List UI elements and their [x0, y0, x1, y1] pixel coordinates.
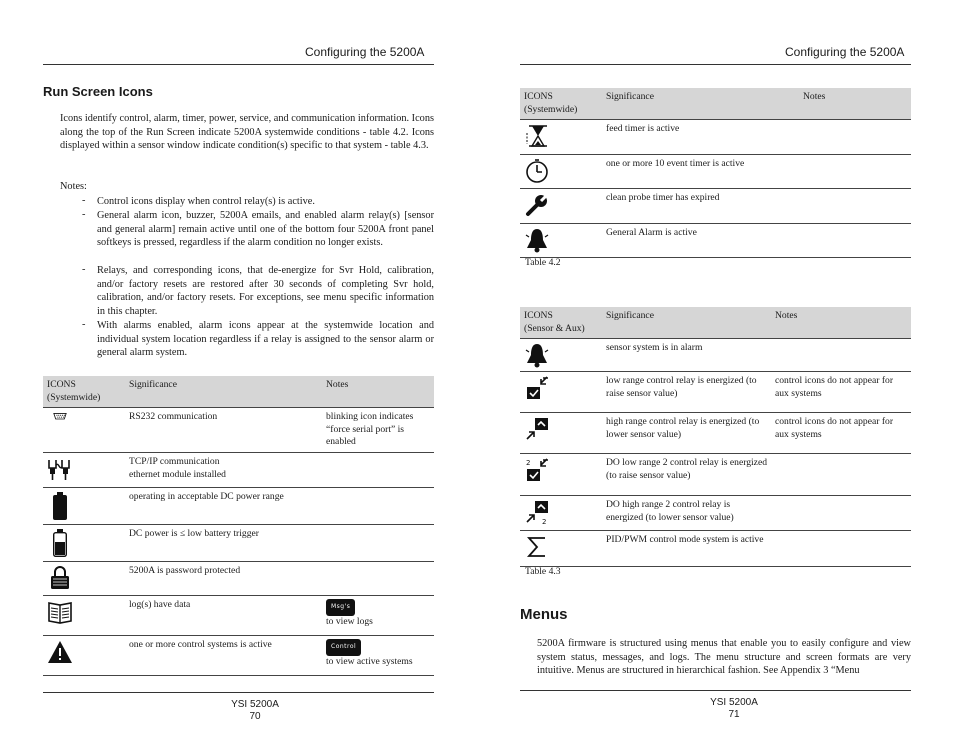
- notes-cell: [799, 155, 911, 189]
- table-row: [43, 487, 434, 524]
- col-notes-header: Notes: [799, 88, 911, 120]
- table-row: [43, 524, 434, 561]
- table-row: [520, 339, 911, 372]
- notes-cell: [799, 120, 911, 155]
- notes-cell: [322, 635, 434, 675]
- table-4-3: [520, 307, 911, 567]
- significance-cell: feed timer is active: [602, 120, 799, 155]
- significance-cell: operating in acceptable DC power range: [125, 487, 322, 524]
- significance-cell: DO high range 2 control relay is energized (to lower sensor value): [602, 496, 771, 531]
- icon-cell: [520, 339, 602, 372]
- icon-cell: [520, 120, 602, 155]
- svg-text:2: 2: [526, 459, 531, 468]
- icon-cell: [43, 635, 125, 675]
- left-section-heading: Run Screen Icons: [43, 84, 153, 99]
- clock-icon: [524, 158, 550, 184]
- significance-cell: General Alarm is active: [602, 224, 799, 258]
- col-icons-header: ICONS (Systemwide): [43, 376, 125, 408]
- icon-cell: [43, 595, 125, 635]
- significance-cell: log(s) have data: [125, 595, 322, 635]
- notes-cell: [799, 189, 911, 224]
- significance-cell: clean probe timer has expired: [602, 189, 799, 224]
- battery-full-icon: [47, 491, 73, 521]
- serial-port-icon: [47, 411, 73, 427]
- hourglass-icon: [524, 123, 550, 149]
- notes-cell: [322, 595, 434, 635]
- table-row: [520, 496, 911, 531]
- significance-cell: one or more control systems is active: [125, 635, 322, 675]
- col-significance-header: Significance: [602, 88, 799, 120]
- significance-cell: 5200A is password protected: [125, 561, 322, 595]
- icon-cell: [43, 408, 125, 453]
- table-header-row: [520, 307, 911, 339]
- relay-high-icon: [524, 416, 550, 442]
- notes-cell: [322, 561, 434, 595]
- note-item: Control icons display when control relay(s) is active.: [97, 196, 315, 207]
- left-page-number: 70: [249, 711, 261, 722]
- right-header-rule: [520, 64, 911, 65]
- sigma-icon: [524, 534, 550, 560]
- right-page-number: 71: [728, 709, 740, 720]
- svg-text:2: 2: [542, 518, 547, 526]
- icon-cell: [520, 224, 602, 258]
- intro-paragraph: Icons identify control, alarm, timer, power, service, and communication information. Icons along the top of the Run Screen indicate 5200A systemwide conditions - table 4.2. Icons displayed within a sensor window indicate condition(s) specific to that system - table 4.3.: [60, 113, 434, 152]
- table-4-2: [520, 88, 911, 258]
- icon-cell: [520, 372, 602, 413]
- notes-cell: blinking icon indicates “force serial port” is enabled: [322, 408, 434, 453]
- significance-cell: PID/PWM control mode system is active: [602, 531, 771, 567]
- icon-cell: [43, 561, 125, 595]
- do-high-2-icon: [524, 499, 550, 525]
- notes-cell: control icons do not appear for aux systems: [771, 413, 911, 454]
- table-row: [43, 635, 434, 675]
- significance-cell: DO low range 2 control relay is energized (to raise sensor value): [602, 454, 771, 496]
- notes-label: Notes:: [60, 181, 87, 192]
- left-footer-rule: [43, 692, 434, 693]
- notes-text: to view logs: [326, 615, 373, 627]
- col-notes-header: Notes: [771, 307, 911, 339]
- note-item: Relays, and corresponding icons, that de-energize for Svr Hold, calibration, and/or factory resets are restored after 30 seconds of completing Svr hold, calibration, and/or factory resets. For exceptions, see menu specific information in this chapter.: [97, 265, 434, 317]
- note-item: With alarms enabled, alarm icons appear at the systemwide location and individual system location regardless if a relay is assigned to the sensor alarm or general alarm system.: [97, 320, 434, 359]
- table-row: [520, 120, 911, 155]
- notes-cell: control icons do not appear for aux systems: [771, 372, 911, 413]
- significance-cell: sensor system is in alarm: [602, 339, 771, 372]
- left-page-header: Configuring the 5200A: [305, 45, 425, 59]
- systemwide-icons-table: [43, 376, 434, 676]
- right-footer-model: YSI 5200A: [710, 697, 758, 708]
- note-dash: -: [82, 319, 86, 330]
- notes-cell: [322, 487, 434, 524]
- icon-cell: [43, 452, 125, 487]
- notes-cell: [322, 452, 434, 487]
- bell-icon: [524, 342, 550, 368]
- icon-cell: [520, 189, 602, 224]
- table-row: [520, 413, 911, 454]
- notes-cell: [771, 454, 911, 496]
- relay-low-icon: [524, 375, 550, 401]
- col-icons-header: ICONS (Sensor & Aux): [520, 307, 602, 339]
- table-row: [520, 189, 911, 224]
- wrench-icon: [524, 192, 550, 218]
- left-footer-model: YSI 5200A: [231, 699, 279, 710]
- table-row: [520, 155, 911, 189]
- table-row: [520, 372, 911, 413]
- icon-cell: [520, 496, 602, 531]
- icon-cell: [520, 413, 602, 454]
- notes-cell: [771, 531, 911, 567]
- note-dash: -: [82, 209, 86, 220]
- table-row: [43, 595, 434, 635]
- significance-cell: DC power is ≤ low battery trigger: [125, 524, 322, 561]
- icon-cell: [43, 487, 125, 524]
- table-row: [43, 561, 434, 595]
- icon-cell: [43, 524, 125, 561]
- warning-triangle-icon: [47, 639, 73, 665]
- table-row: [520, 454, 911, 496]
- battery-low-icon: [47, 528, 73, 558]
- col-significance-header: Significance: [602, 307, 771, 339]
- msgs-softkey: Msg's: [326, 599, 355, 616]
- table-row: [520, 531, 911, 567]
- col-notes-header: Notes: [322, 376, 434, 408]
- icon-cell: [520, 531, 602, 567]
- right-page-header: Configuring the 5200A: [785, 45, 905, 59]
- notes-cell: [799, 224, 911, 258]
- significance-cell: TCP/IP communication ethernet module installed: [125, 452, 322, 487]
- padlock-icon: [47, 565, 73, 591]
- control-softkey: Control: [326, 639, 361, 656]
- significance-cell: high range control relay is energized (to lower sensor value): [602, 413, 771, 454]
- table-row: [43, 452, 434, 487]
- menus-heading: Menus: [520, 606, 568, 623]
- significance-cell: RS232 communication: [125, 408, 322, 453]
- notes-cell: [771, 339, 911, 372]
- col-significance-header: Significance: [125, 376, 322, 408]
- icon-cell: [520, 155, 602, 189]
- left-header-rule: [43, 64, 434, 65]
- icon-cell: [520, 454, 602, 496]
- note-dash: -: [82, 195, 86, 206]
- table-row: [520, 224, 911, 258]
- table-4-3-caption: Table 4.3: [525, 566, 561, 577]
- col-icons-header: ICONS (Systemwide): [520, 88, 602, 120]
- table-header-row: [43, 376, 434, 408]
- log-book-icon: [47, 599, 73, 625]
- ethernet-icon: [47, 456, 73, 482]
- notes-cell: [771, 496, 911, 531]
- table-4-2-caption: Table 4.2: [525, 257, 561, 268]
- right-footer-rule: [520, 690, 911, 691]
- significance-cell: one or more 10 event timer is active: [602, 155, 799, 189]
- menus-paragraph: 5200A firmware is structured using menus that enable you to easily configure and view system status, messages, and logs. The menu structure and screen formats are very intuitive. Menus are structured in hierarchical fashion. See Appendix 3 “Menu: [537, 638, 911, 677]
- bell-icon: [524, 227, 550, 253]
- do-low-2-icon: [524, 457, 550, 483]
- notes-text: to view active systems: [326, 655, 413, 667]
- notes-cell: [322, 524, 434, 561]
- table-header-row: [520, 88, 911, 120]
- significance-cell: low range control relay is energized (to raise sensor value): [602, 372, 771, 413]
- note-item: General alarm icon, buzzer, 5200A emails, and enabled alarm relay(s) [sensor and general alarm] remain active until one of the bottom four 5200A front panel softkeys is pressed, regardless if the alarm condition no longer exists.: [97, 210, 434, 249]
- note-dash: -: [82, 264, 86, 275]
- table-row: [43, 408, 434, 453]
